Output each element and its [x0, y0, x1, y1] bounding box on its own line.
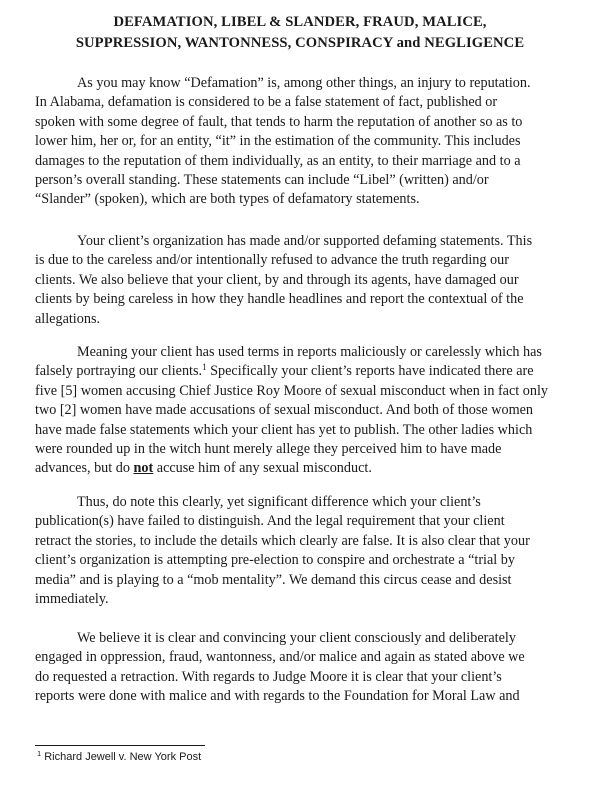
title-line: SUPPRESSION, WANTONNESS, CONSPIRACY and NEGLIGENCE — [75, 35, 525, 51]
text-line: two [2] women have made accusations of sexual misconduct. And both of those women — [35, 402, 534, 419]
footnote-reference: 1 — [202, 362, 207, 373]
title-line: DEFAMATION, LIBEL & SLANDER, FRAUD, MALICE, — [113, 14, 487, 30]
emphasis-not: not — [133, 460, 154, 477]
text-line: damages to the reputation of them individually, as an entity, to their marriage and to a — [35, 152, 521, 169]
text-fragment: falsely portraying our clients. — [35, 363, 203, 380]
text-line — [35, 459, 580, 478]
paragraph-client-organization — [35, 232, 580, 329]
paragraph-malicious-reports — [35, 343, 580, 479]
text-line: Your client’s organization has made and/or supported defaming statements. This — [77, 233, 533, 249]
text-line — [35, 362, 580, 381]
text-line: clients by being careless in how they handle headlines and report the contextual of the — [35, 291, 524, 308]
text-line: immediately. — [35, 591, 109, 608]
text-line: reports were done with malice and with regards to the Foundation for Moral Law and — [35, 688, 520, 705]
text-line: In Alabama, defamation is considered to be a false statement of fact, published or — [35, 94, 498, 111]
text-line: do requested a retraction. With regards to Judge Moore it is clear that your client’s — [35, 668, 502, 685]
footnote — [37, 751, 201, 763]
text-line: clients. We also believe that your client, by and through its agents, have damaged our — [35, 271, 519, 288]
text-line: five [5] women accusing Chief Justice Roy Moore of sexual misconduct when in fact only — [35, 382, 548, 399]
text-line: publication(s) have failed to distinguish. And the legal requirement that your client — [35, 513, 505, 530]
text-line: “Slander” (spoken), which are both types of defamatory statements. — [35, 191, 420, 208]
footnote-number: 1 — [37, 749, 42, 758]
text-line: media” and is playing to a “mob mentality”. We demand this circus cease and desist — [35, 571, 512, 588]
text-line: is due to the careless and/or intentionally refused to advance the truth regarding our — [35, 252, 509, 269]
text-line: As you may know “Defamation” is, among other things, an injury to reputation. — [77, 75, 531, 91]
document-title — [30, 12, 570, 54]
paragraph-malice-conclusion — [35, 629, 580, 707]
text-line: person’s overall standing. These statements can include “Libel” (written) and/or — [35, 172, 489, 189]
text-line: We believe it is clear and convincing your client consciously and deliberately — [77, 630, 516, 646]
text-line: Meaning your client has used terms in reports maliciously or carelessly which has — [77, 344, 542, 360]
text-line: have made false statements which your client has yet to publish. The other ladies which — [35, 421, 533, 438]
text-line: retract the stories, to include the details which clearly are false. It is also clear that your — [35, 532, 530, 549]
paragraph-retraction-demand — [35, 493, 580, 609]
text-line: engaged in oppression, fraud, wantonness, and/or malice and again as stated above we — [35, 649, 525, 666]
footnote-divider — [35, 745, 205, 746]
text-line: lower him, her or, for an entity, “it” in the estimation of the community. This includes — [35, 133, 521, 150]
text-line: Thus, do note this clearly, yet significant difference which your client’s — [77, 494, 481, 510]
text-fragment: Specifically your client’s reports have indicated there are — [206, 363, 534, 380]
text-fragment: accuse him of any sexual misconduct. — [153, 460, 372, 477]
text-fragment: advances, but do — [35, 460, 134, 477]
text-line: spoken with some degree of fault, that tends to harm the reputation of another so as to — [35, 113, 523, 130]
footnote-text: Richard Jewell v. New York Post — [41, 751, 202, 763]
text-line: allegations. — [35, 310, 101, 327]
text-line: client’s organization is attempting pre-election to conspire and orchestrate a “trial by — [35, 552, 515, 569]
paragraph-defamation-definition — [35, 74, 580, 210]
text-line: were rounded up in the witch hunt merely allege they perceived him to have made — [35, 441, 502, 458]
